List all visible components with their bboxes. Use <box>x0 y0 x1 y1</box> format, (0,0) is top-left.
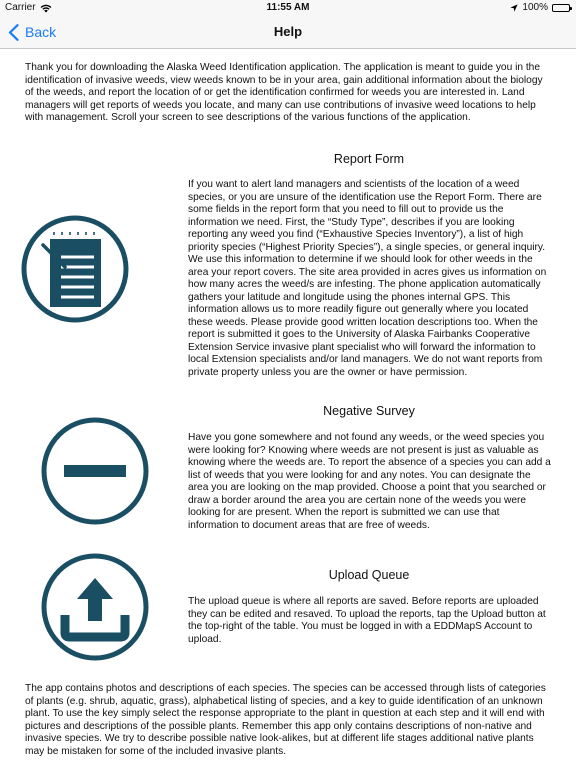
section-title-upload-queue: Upload Queue <box>328 568 410 582</box>
back-label: Back <box>25 24 57 40</box>
section-title-negative-survey: Negative Survey <box>323 404 415 418</box>
battery-percent: 100% <box>522 2 548 13</box>
intro-paragraph: Thank you for downloading the Alaska Weed Identification application. The application is meant to guide you in the identification of invasive weeds, view weeds known to be in your area, gain additional information about the biology of the weeds, and report the location of or get the identification confirmed for weeds you are interested in. Land managers will get reports of weeds you locate, and many can use contributions of invasive weed locations to help with management. Scroll your screen to see descriptions of the various functions of the application. <box>25 62 543 123</box>
upload-icon <box>41 553 149 661</box>
location-arrow-icon <box>510 4 518 12</box>
page-title: Help <box>273 24 303 39</box>
navigation-bar <box>0 16 576 49</box>
report-form-description: If you want to alert land managers and scientists of the location of a weed species, or you are unsure of the identification use the Report Form. There are some fields in the report form that you need to fill out to provide us the information we need. First, the “Study Type”, describes if you are looking reporting any weed you find (“Exhaustive Species Inventory”), a list of high priority species (“Highest Priority Species”), a single species, or general inquiry. We use this information to determine if we should look for other weeds in the area your report covers. The site area provided in acres gives us information on how many acres the weed/s are infesting. The phone application automatically gathers your latitude and longitude using the phones internal GPS. This information allows us to more readily figure out generally where you located these weeds. Please provide good written location descriptions too. When the report is submitted it goes to the University of Alaska Fairbanks Cooperative Extension Service invasive plant specialist who will forward the information to local Extension specialists and/or land managers. We do not want reports from private property unless you are the owner or have permission. <box>188 179 547 378</box>
status-bar <box>0 0 576 16</box>
negative-survey-description: Have you gone somewhere and not found any weeds, or the weed species you were looking for? Knowing where weeds are not present is just as valuable as knowing where the weeds are. To report the absence of a species you can add a list of weeds that you were looking for and any notes. You can designate the area you are looking on the map provided. Choose a point that you searched or draw a border around the area you are certain none of the weeds you were looking for are present. When the report is submitted we can use that information to document areas that are free of weeds. <box>188 432 551 531</box>
outro-paragraph: The app contains photos and descriptions of each species. The species can be accessed through lists of categories of plants (e.g. shrub, aquatic, grass), alphabetical listing of species, and a key to guide identification of an unknown plant. To use the key simply select the response appropriate to the plant in question at each step and it will end with pictures and descriptions of the possible plants. Remember this app only contains descriptions of non-native and invasive species. We try to describe possible native look-alikes, but at different life stages additional native plants may be mistaken for some of the included invasive plants. <box>25 683 546 757</box>
status-time: 11:55 AM <box>266 2 310 13</box>
upload-queue-description: The upload queue is where all reports are saved. Before reports are uploaded they can be edited and resaved. To upload the reports, tap the Upload button at the top-right of the table. You must be logged in with a EDDMapS Account to upload. <box>188 596 546 645</box>
notepad-icon <box>21 215 129 323</box>
minus-icon <box>41 417 149 525</box>
battery-icon <box>552 4 570 12</box>
help-content[interactable] <box>0 49 576 768</box>
section-title-report-form: Report Form <box>333 152 405 166</box>
status-right <box>510 0 570 16</box>
carrier-label: Carrier <box>5 2 36 13</box>
